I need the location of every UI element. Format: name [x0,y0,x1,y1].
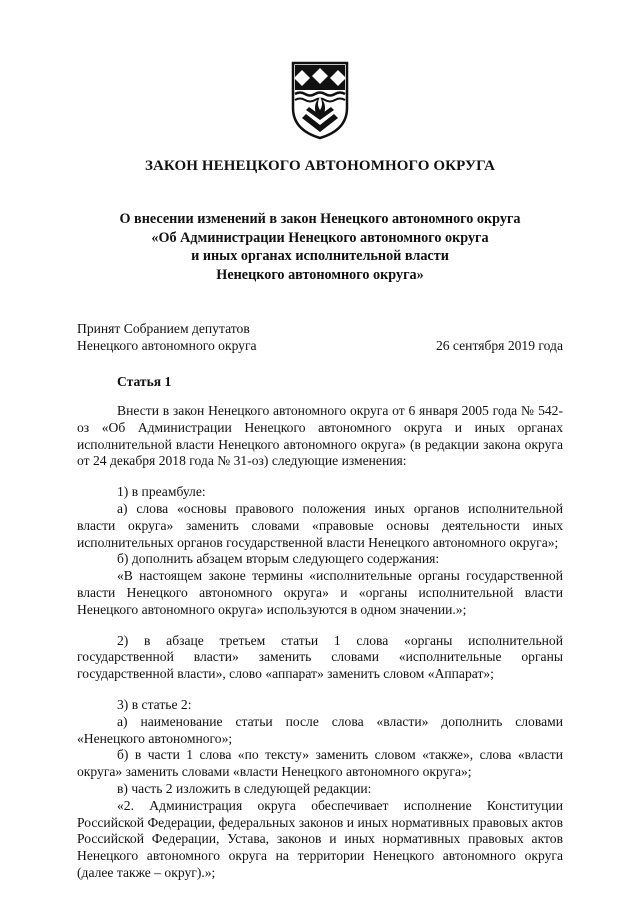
subject-line: «Об Администрации Ненецкого автономного округа [151,229,489,246]
paragraph: б) дополнить абзацем вторым следующего содержания: [117,551,440,567]
article-body [77,403,563,882]
paragraph: 1) в преамбуле: [117,484,206,500]
paragraph: а) наименование статьи после слова «власти» дополнить словами «Ненецкого автономного»; [77,713,563,746]
adopted-line: Ненецкого автономного округа [77,338,257,353]
adoption-date: 26 сентября 2019 года [435,338,563,353]
law-subject [0,210,640,284]
paragraph: а) слова «основы правового положения иных органов исполнительной власти округа» заменить словами «правовые основы деятельности иных исполнительных органов государственной власти Ненецкого автономного округа»; [77,500,563,550]
subject-line: О внесении изменений в закон Ненецкого автономного округа [119,211,521,227]
article-heading: Статья 1 [117,374,172,389]
paragraph: 2) в абзаце третьем статьи 1 слова «органы исполнительной государственной власти» заменить словами «исполнительные органы государственной власти», слово «аппарат» заменить словом «Аппарат»; [77,632,563,682]
subject-line: и иных органах исполнительной власти [191,248,449,264]
paragraph: «В настоящем законе термины «исполнительные органы государственной власти Ненецкого автономного округа» и «органы исполнительной власти Ненецкого автономного округа» используются в одном значении.»; [77,568,563,617]
paragraph: 3) в статье 2: [117,696,192,712]
law-title: ЗАКОН НЕНЕЦКОГО АВТОНОМНОГО ОКРУГА [144,158,496,174]
adopted-by [77,320,257,354]
paragraph: в) часть 2 изложить в следующей редакции: [117,780,372,796]
paragraph: «2. Администрация округа обеспечивает исполнение Конституции Российской Федерации, федеральных законов и иных нормативных правовых актов Российской Федерации, Устава, законов и иных нормативных правовых актов Ненецкого автономного округа на территории Ненецкого автономного округа (далее также – округ).»; [77,797,563,880]
coat-of-arms-emblem [290,60,350,140]
subject-line: Ненецкого автономного округа» [216,266,424,283]
paragraph: б) в части 1 слова «по тексту» заменить словом «также», слова «власти округа» заменить словами «власти Ненецкого автономного округа»; [77,747,563,780]
paragraph: Внести в закон Ненецкого автономного округа от 6 января 2005 года № 542-оз «Об Администрации Ненецкого автономного округа и иных органах исполнительной власти Ненецкого автономного округа» (в редакции закона округа от 24 декабря 2018 года № 31-оз) следующие изменения: [77,403,563,469]
adopted-line: Принят Собранием депутатов [77,321,250,336]
